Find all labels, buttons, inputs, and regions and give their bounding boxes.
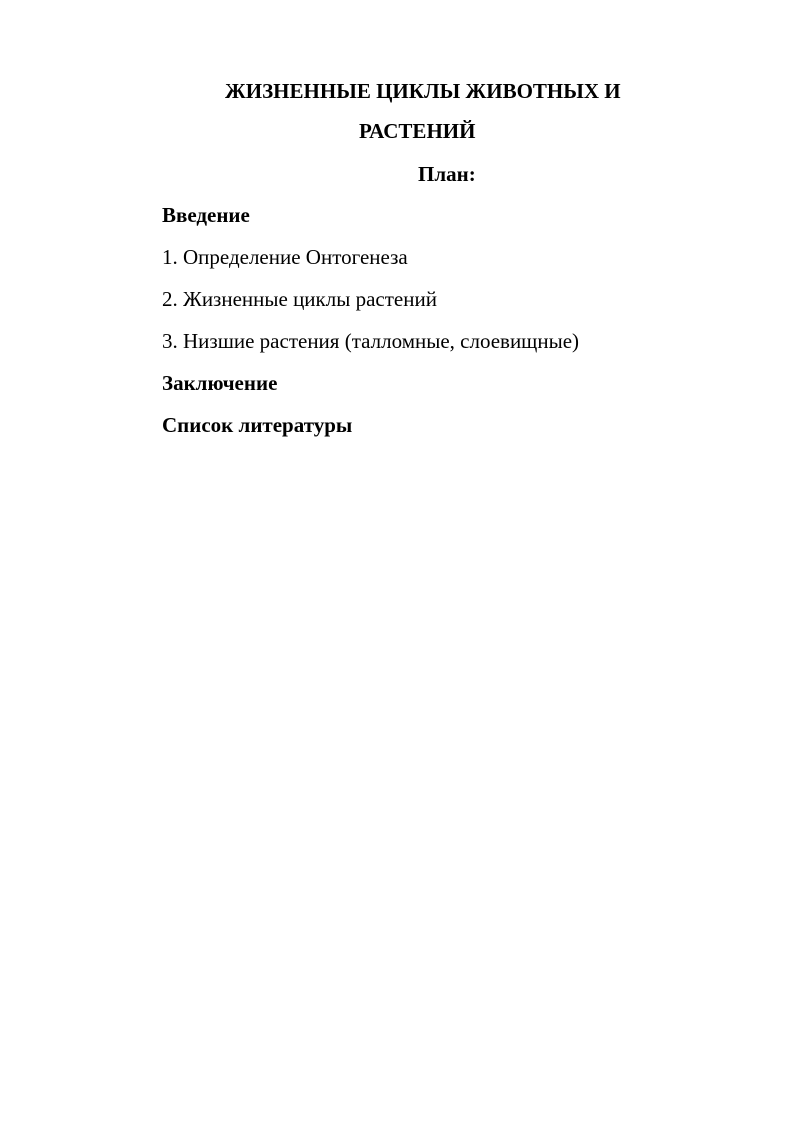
toc-item-introduction: Введение bbox=[162, 203, 250, 227]
toc-item-plant-life-cycles: 2. Жизненные циклы растений bbox=[162, 287, 437, 311]
document-title-line-1: ЖИЗНЕННЫЕ ЦИКЛЫ ЖИВОТНЫХ И bbox=[225, 79, 621, 103]
document-title-line-2: РАСТЕНИЙ bbox=[359, 119, 476, 143]
toc-item-conclusion: Заключение bbox=[162, 371, 278, 395]
toc-item-ontogenesis-definition: 1. Определение Онтогенеза bbox=[162, 245, 408, 269]
toc-item-lower-plants: 3. Низшие растения (талломные, слоевищные) bbox=[162, 329, 580, 353]
toc-item-references: Список литературы bbox=[162, 413, 353, 437]
plan-heading: План: bbox=[418, 162, 476, 186]
table-of-contents bbox=[162, 203, 579, 455]
